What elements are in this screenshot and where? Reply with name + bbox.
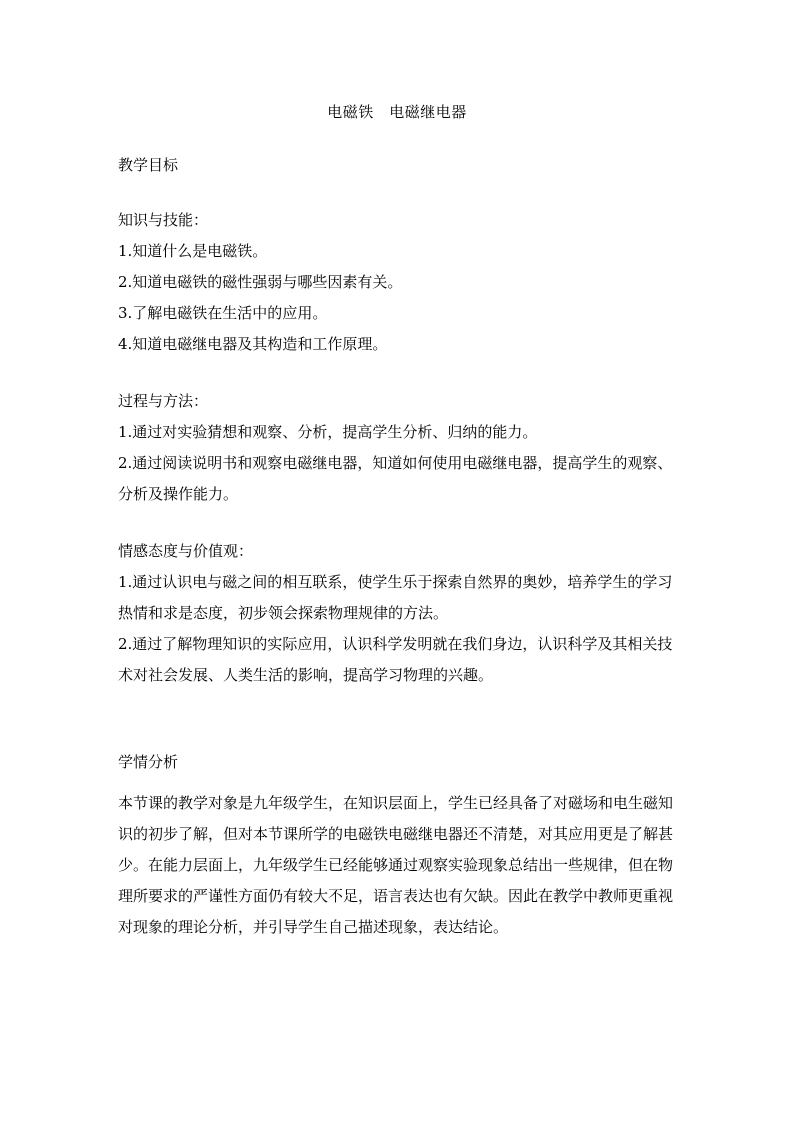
analysis-paragraph: 本节课的教学对象是九年级学生，在知识层面上，学生已经具备了对磁场和电生磁知识的初步了解，但对本节课所学的电磁铁电磁继电器还不清楚，对其应用更是了解甚少。在能力层面上，九年级学生已经能够通过观察实验现象总结出一些规律，但在物理所要求的严谨性方面仍有较大不足，语言表达也有欠缺。因此在教学中教师更重视对现象的理论分析，并引导学生自己描述现象，表达结论。	[118, 794, 674, 936]
process-item-2: 2.通过阅读说明书和观察电磁继电器，知道如何使用电磁继电器，提高学生的观察、分析及操作能力。	[118, 454, 673, 503]
knowledge-item-1: 1.知道什么是电磁铁。	[118, 242, 268, 260]
document-title: 电磁铁 电磁继电器	[327, 103, 467, 121]
attitude-item-2: 2.通过了解物理知识的实际应用，认识科学发明就在我们身边，认识科学及其相关技术对社会发展、人类生活的影响，提高学习物理的兴趣。	[118, 635, 673, 684]
knowledge-item-2: 2.知道电磁铁的磁性强弱与哪些因素有关。	[118, 273, 403, 291]
spacer	[118, 510, 678, 536]
attitude-heading: 情感态度与价值观：	[118, 542, 254, 560]
spacer	[118, 181, 678, 205]
knowledge-item-4: 4.知道电磁继电器及其构造和工作原理。	[118, 335, 388, 353]
knowledge-item-3: 3.了解电磁铁在生活中的应用。	[118, 304, 328, 322]
spacer	[118, 360, 678, 386]
analysis-heading: 学情分析	[118, 753, 179, 771]
process-item-1: 1.通过对实验猜想和观察、分析，提高学生分析、归纳的能力。	[118, 423, 538, 441]
attitude-item-1: 1.通过认识电与磁之间的相互联系，使学生乐于探索自然界的奥妙，培养学生的学习热情和求是态度，初步领会探索物理规律的方法。	[118, 573, 673, 622]
objectives-heading: 教学目标	[118, 156, 179, 174]
process-heading: 过程与方法：	[118, 392, 209, 410]
knowledge-heading: 知识与技能：	[118, 211, 209, 229]
document-body	[118, 150, 678, 943]
spacer	[118, 778, 678, 788]
spacer	[118, 691, 678, 747]
